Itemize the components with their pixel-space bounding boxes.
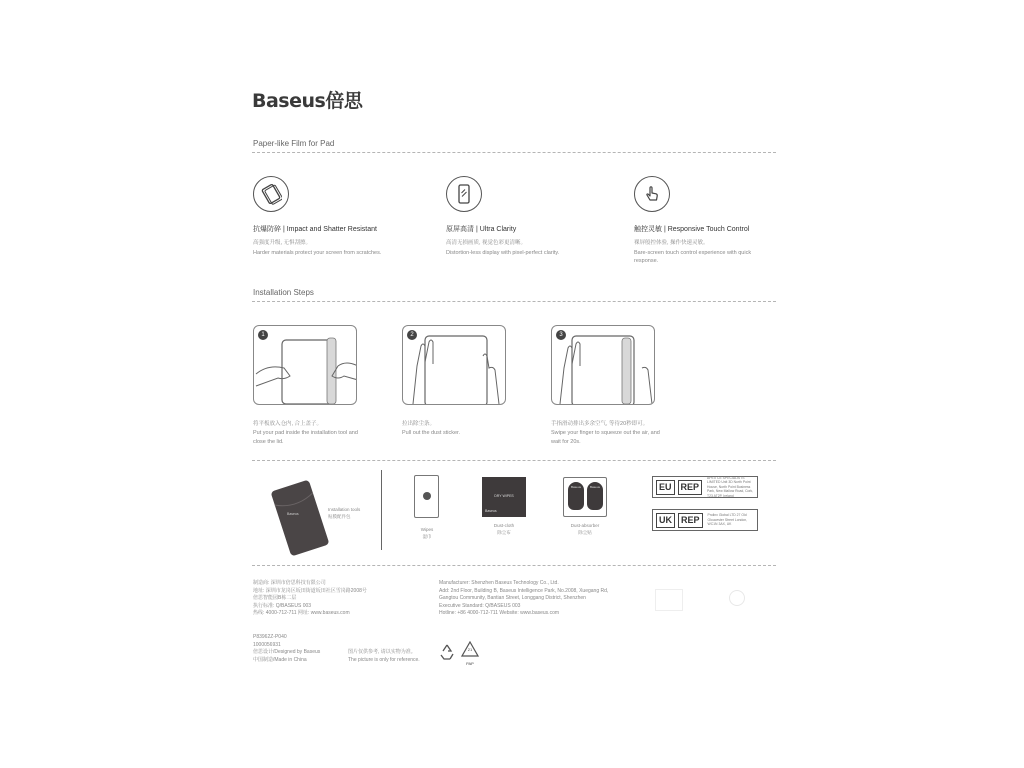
feature-cn: 高强度升级, 无惧刮擦。 [253, 240, 312, 246]
tool-label [328, 507, 360, 521]
paper-label: PAP [466, 661, 474, 666]
footer-line: 倍思设计/Designed by Baseus [253, 649, 321, 655]
uk-rep-box [652, 509, 758, 531]
step-3-illustration [551, 325, 655, 405]
installation-title: Installation Steps [253, 288, 314, 297]
footer-line: P83962Z-P040 [253, 634, 287, 640]
clarity-icon [446, 176, 482, 212]
absorber-label-en: Dust-absorber [570, 523, 600, 528]
paper-recycle-icon [461, 641, 479, 667]
eu-tag: EU [656, 480, 675, 495]
footer-cn-info [253, 580, 367, 618]
feature-clarity [446, 176, 616, 257]
step-cn: 将平板放入仓内, 合上盖子。 [253, 421, 323, 427]
dustcloth-label [484, 523, 524, 537]
uk-tag: UK [656, 513, 675, 528]
touch-icon [634, 176, 670, 212]
footer-line: The picture is only for reference. [348, 656, 420, 663]
dustcloth-label-en: Dust-cloth [493, 523, 515, 528]
feature-title: 触控灵敏 | Responsive Touch Control [634, 226, 750, 233]
recycle-icon [438, 643, 456, 666]
wipes-pack [414, 475, 439, 518]
dustcloth-label-cn: 除尘布 [497, 529, 511, 535]
footer-line: 制造商: 深圳市倍思科技有限公司 [253, 580, 326, 586]
shatter-resistant-icon [253, 176, 289, 212]
feature-desc: Distortion-less display with pixel-perfect clarity. [446, 250, 560, 256]
wipes-label-en: Wipes [420, 527, 434, 532]
uk-rep-address: Prolinx Global LTD 27 Old Gloucester Street London, WC1N 3AX, UK [707, 513, 748, 527]
rep-tag: REP [678, 480, 703, 495]
faint-mark [655, 589, 683, 611]
step-cn: 拉出除尘条。 [402, 421, 436, 427]
tool-label-en: Installation tools [328, 507, 361, 512]
footer-line: 中国制造/Made in China [253, 656, 307, 663]
absorber-sticker [568, 482, 584, 510]
divider [252, 565, 776, 566]
step-cn: 手指滑动排出多余空气, 等待20秒即可。 [551, 421, 649, 427]
feature-desc: Harder materials protect your screen from scratches. [253, 250, 382, 256]
absorber-label-cn: 除尘贴 [578, 529, 592, 535]
wipes-logo-icon [423, 492, 431, 500]
feature-title: 原屏高清 | Ultra Clarity [446, 226, 517, 233]
footer-note [348, 649, 420, 664]
footer-line: 倍思智能园B栋二层 [253, 595, 297, 601]
footer-line: Hotline: +86 4000-712-711 Website: www.baseus.com [439, 610, 560, 616]
separator-line [381, 470, 382, 550]
footer-line: 执行标准: Q/BASEUS 003 [253, 602, 312, 609]
step-1-illustration [253, 325, 357, 405]
dust-absorber-sheet [563, 477, 607, 517]
feature-cn: 裸屏般控体验, 操作快速灵敏。 [634, 240, 709, 246]
step-en: Put your pad inside the installation tool and close the lid. [253, 429, 358, 445]
tool-brand: Baseus [287, 512, 299, 516]
wipes-label [415, 527, 439, 541]
footer-line: 图片仅供参考, 请以实物为准。 [348, 649, 416, 655]
footer-line: 1000056931 [253, 641, 281, 648]
tool-label-cn: 贴膜配件包 [328, 513, 351, 519]
footer-codes [253, 634, 320, 664]
feature-touch [634, 176, 804, 266]
absorber-sticker [587, 482, 603, 510]
dust-cloth-brand: Baseus [485, 508, 497, 513]
wipes-label-cn: 湿巾 [422, 533, 432, 539]
paper-code: 21 [467, 647, 473, 652]
dust-cloth-print: DRY WIPES [494, 494, 514, 498]
footer-line: 地址: 深圳市龙岗区坂田街道坂田社区雪岗路2008号 [253, 587, 367, 594]
step-number: 2 [407, 330, 417, 340]
footer-line: Executive Standard: Q/BASEUS 003 [439, 602, 521, 609]
absorber-brand: Baseus [589, 485, 600, 489]
product-title: Paper-like Film for Pad [253, 139, 335, 148]
absorber-label [563, 523, 607, 537]
absorber-brand: Baseus [570, 485, 581, 489]
step-en: Swipe your finger to squeeze out the air, and wait for 20s. [551, 429, 660, 445]
feature-shatter [253, 176, 423, 257]
brand-logo: Baseus倍思 [252, 90, 363, 112]
divider [252, 152, 776, 153]
step-2-text [402, 420, 512, 438]
footer-en-info [439, 580, 608, 618]
divider [252, 301, 776, 302]
footer-line: Add: 2nd Floor, Building B, Baseus Intelligence Park, No.2008, Xuegang Rd, [439, 587, 609, 594]
step-3-text [551, 420, 661, 446]
faint-circle-mark [729, 590, 745, 606]
footer-line: Manufacturer: Shenzhen Baseus Technology Co., Ltd. [439, 580, 559, 586]
divider [252, 460, 776, 461]
feature-title: 抗爆防碎 | Impact and Shatter Resistant [253, 226, 377, 233]
step-1-text [253, 420, 363, 446]
installation-tool [270, 478, 330, 563]
step-2-illustration [402, 325, 506, 405]
eu-rep-address: APEX CE SPECIALISTS LIMITED Unit 3D North Point House, North Point Business Park, New Mallow Road, Cork, T23 AT2P, Ireland [707, 475, 754, 498]
feature-desc: Bare-screen touch control experience with quick response. [634, 250, 752, 265]
step-en: Pull out the dust sticker. [402, 429, 461, 436]
footer-line: 热线: 4000-712-711 网址: www.baseus.com [253, 610, 350, 616]
feature-cn: 高清无损画质, 视觉色彩更清晰。 [446, 240, 527, 246]
eu-rep-box [652, 476, 758, 498]
step-number: 3 [556, 330, 566, 340]
dust-cloth [482, 477, 526, 517]
step-number: 1 [258, 330, 268, 340]
rep-tag: REP [678, 513, 703, 528]
footer-line: Gangtou Community, Bantian Street, Longgang District, Shenzhen [439, 595, 586, 601]
